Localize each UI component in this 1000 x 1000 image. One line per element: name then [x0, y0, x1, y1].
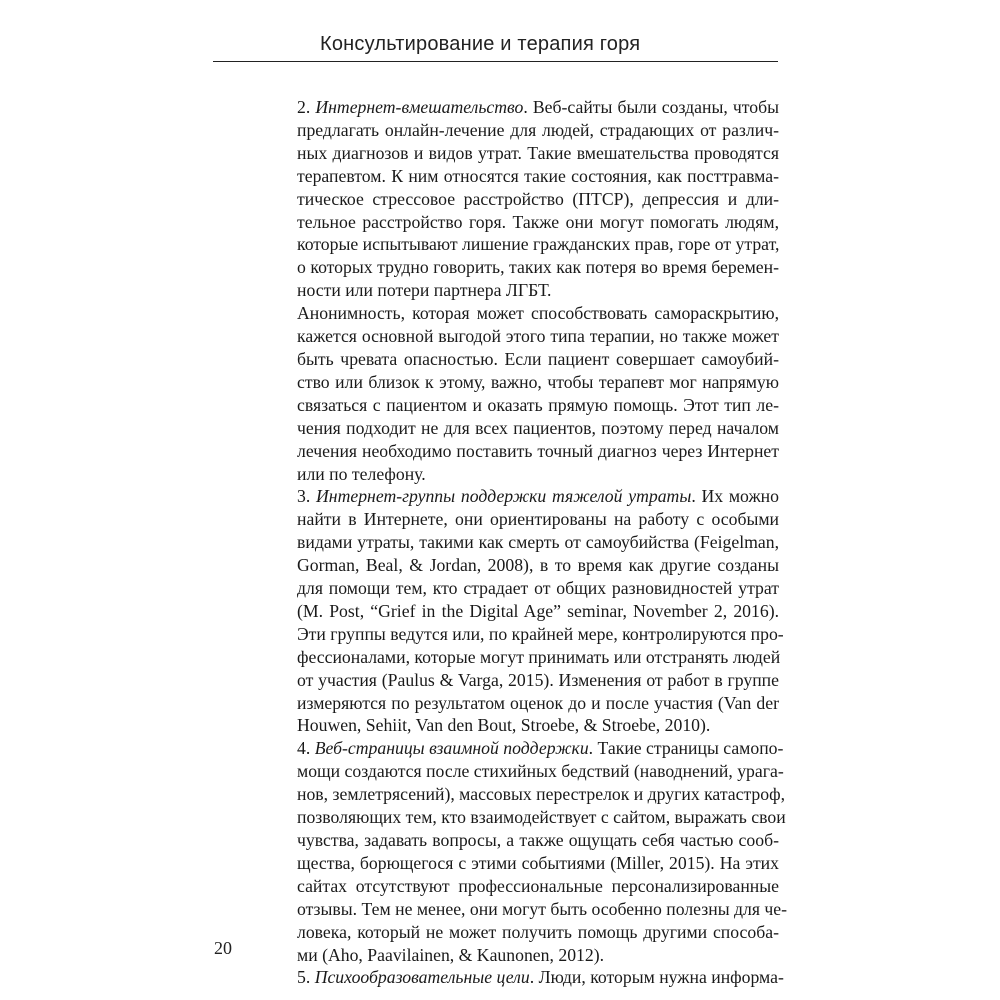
text-line: чувства, задавать вопросы, а также ощущать себя частью сооб-	[297, 830, 779, 850]
list-number: 5.	[297, 967, 315, 988]
text-line: кажется основной выгодой этого типа терапии, но также может	[297, 326, 779, 347]
body-text	[297, 96, 788, 989]
text-line	[297, 96, 779, 119]
text-line: которые испытывают лишение гражданских прав, горе от утрат,	[297, 234, 780, 255]
text-line: нов, землетрясений), массовых перестрелок и других катастроф,	[297, 784, 785, 805]
text-line: предлагать онлайн-лечение для людей, страдающих от различ-	[297, 119, 779, 140]
text-line: Анонимность, которая может способствовать самораскрытию,	[297, 303, 779, 324]
text-line: Gorman, Beal, & Jordan, 2008), в то время как другие созданы	[297, 555, 779, 576]
item-heading: Интернет-группы поддержки тяжелой утраты	[316, 486, 692, 507]
text-line: тельное расстройство горя. Также они могут помогать людям,	[297, 211, 779, 232]
text-line: ных диагнозов и видов утрат. Такие вмешательства проводятся	[297, 142, 779, 163]
list-number: 3.	[297, 486, 317, 507]
text-line: ности или потери партнера ЛГБТ.	[297, 280, 552, 301]
text-line	[297, 966, 784, 989]
text-line: сайтах отсутствуют профессиональные персонализированные	[297, 875, 779, 896]
item-text: . Люди, которым нужна информа-	[529, 967, 784, 988]
text-line: видами утраты, такими как смерть от самоубийства (Feigelman,	[297, 532, 779, 553]
text-line: Эти группы ведутся или, по крайней мере, контролируются про-	[297, 623, 784, 644]
header-rule	[213, 61, 778, 62]
text-line: ми (Aho, Paavilainen, & Kaunonen, 2012).	[297, 944, 605, 965]
text-line: о которых трудно говорить, таких как потеря во время беремен-	[297, 257, 779, 278]
text-line: терапевтом. К ним относятся такие состояния, как посттравма-	[297, 165, 779, 186]
text-line: или по телефону.	[297, 463, 426, 484]
item-heading: Веб-страницы взаимной поддержки	[314, 738, 589, 759]
list-number: 4.	[297, 738, 315, 759]
text-line: связаться с пациентом и оказать прямую помощь. Этот тип ле-	[297, 394, 779, 415]
text-line: лечения необходимо поставить точный диагноз через Интернет	[297, 440, 779, 461]
text-line: ловека, который не может получить помощь другими способа-	[297, 921, 779, 942]
text-line: измеряются по результатом оценок до и после участия (Van der	[297, 692, 779, 713]
text-line: ство или близок к этому, важно, чтобы терапевт мог напрямую	[297, 371, 779, 392]
text-line: найти в Интернете, они ориентированы на работу с особыми	[297, 509, 779, 530]
text-line: фессионалами, которые могут принимать или отстранять людей	[297, 646, 781, 667]
text-line: быть чревата опасностью. Если пациент совершает самоубий-	[297, 348, 779, 369]
text-line: позволяющих тем, кто взаимодействует с сайтом, выражать свои	[297, 807, 786, 828]
item-text: . Такие страницы самопо-	[588, 738, 784, 759]
text-line	[297, 485, 779, 508]
text-line: чения подходит не для всех пациентов, поэтому перед началом	[297, 417, 779, 438]
text-line: тическое стрессовое расстройство (ПТСР), депрессия и дли-	[297, 188, 779, 209]
item-heading: Психообразовательные цели	[314, 967, 530, 988]
list-number: 2.	[297, 97, 316, 117]
text-line: мощи создаются после стихийных бедствий (наводнений, урага-	[297, 761, 784, 782]
text-line: для помощи тем, кто страдает от общих разновидностей утрат	[297, 578, 779, 599]
item-heading: Интернет-вмешательство	[315, 97, 524, 117]
text-line: (M. Post, “Grief in the Digital Age” seminar, November 2, 2016).	[297, 600, 779, 621]
item-text: . Их можно	[691, 486, 779, 507]
running-header-title: Консультирование и терапия горя	[320, 33, 641, 55]
text-line: щества, борющегося с этими событиями (Miller, 2015). На этих	[297, 852, 779, 873]
text-line: отзывы. Тем не менее, они могут быть особенно полезны для че-	[297, 898, 788, 919]
text-line: от участия (Paulus & Varga, 2015). Изменения от работ в группе	[297, 669, 779, 690]
item-text: . Веб-сайты были созданы, чтобы	[523, 97, 779, 117]
text-line: Houwen, Sehiit, Van den Bout, Stroebe, & Stroebe, 2010).	[297, 715, 711, 736]
text-line	[297, 737, 784, 760]
page-number: 20	[214, 938, 232, 958]
